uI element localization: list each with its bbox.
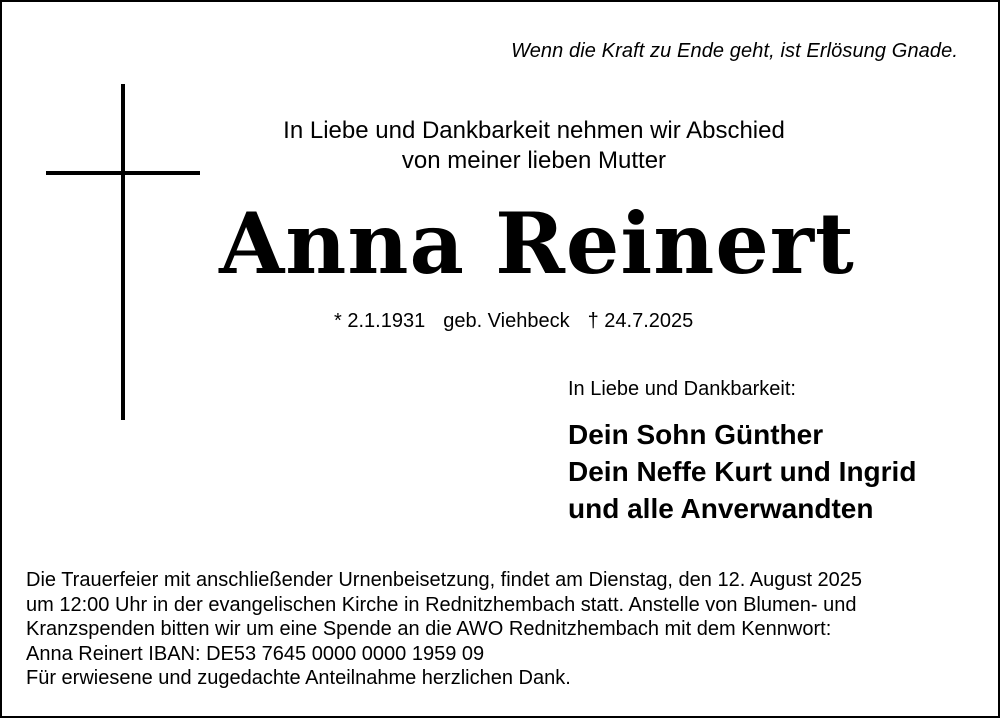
farewell-intro-line: von meiner lieben Mutter [401,147,667,174]
cross-horizontal-bar [46,171,200,175]
farewell-intro-line: In Liebe und Dankbarkeit nehmen wir Abschied [283,117,785,144]
mourners-intro: In Liebe und Dankbarkeit: [568,378,796,400]
mourner-line: Dein Neffe Kurt und Ingrid [568,456,917,487]
funeral-info-line: Anna Reinert IBAN: DE53 7645 0000 0000 1959 09 [26,642,485,665]
mourner-line: Dein Sohn Günther [568,419,824,450]
deceased-name: Anna Reinert [219,194,855,293]
mourner-line: und alle Anverwandten [568,493,874,524]
maiden-name: geb. Viehbeck [443,310,570,332]
funeral-info-line: um 12:00 Uhr in der evangelischen Kirche in Rednitzhembach statt. Anstelle von Blumen- und [26,593,857,616]
mourners-list [568,416,916,527]
funeral-info [26,568,862,691]
farewell-intro [234,116,834,176]
cross-vertical-bar [121,84,125,420]
funeral-info-line: Die Trauerfeier mit anschließender Urnenbeisetzung, findet am Dienstag, den 12. August 2025 [26,569,863,591]
funeral-info-line: Für erwiesene und zugedachte Anteilnahme herzlichen Dank. [26,667,571,689]
birth-date: * 2.1.1931 [334,310,426,332]
life-dates [334,310,693,333]
motto: Wenn die Kraft zu Ende geht, ist Erlösung Gnade. [511,40,958,62]
funeral-info-line: Kranzspenden bitten wir um eine Spende an die AWO Rednitzhembach mit dem Kennwort: [26,618,832,640]
death-date: † 24.7.2025 [587,310,694,332]
